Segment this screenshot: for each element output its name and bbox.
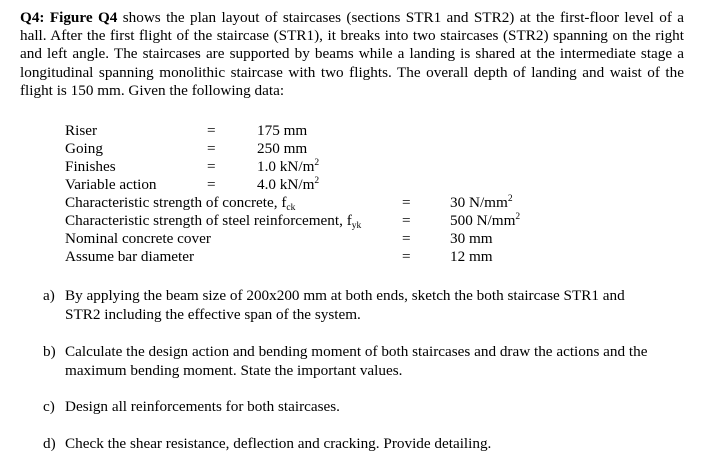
data-row-concrete-cover [65,230,665,248]
part-d [43,435,663,455]
data-row-riser [65,122,665,140]
data-value: 175 mm [257,122,308,139]
part-a [43,287,663,325]
data-label: Nominal concrete cover [65,230,211,247]
equals-sign: = [402,212,411,229]
data-label: Characteristic strength of steel reinforcement, $f_{yk}$ [65,212,362,231]
equals-sign: = [207,122,216,139]
part-letter: b) [43,343,56,360]
equals-sign: = [402,194,411,211]
data-value: 250 mm [257,140,308,157]
data-row-finishes [65,158,665,176]
equals-sign: = [402,230,411,247]
data-label: Riser [65,122,98,139]
data-row-going [65,140,665,158]
part-text: Check the shear resistance, deflection and cracking. Provide detailing. [65,435,492,452]
data-label: Finishes [65,158,116,175]
data-row-variable-action [65,176,665,194]
question-number: Q4: [20,9,45,26]
data-label: Variable action [65,176,157,193]
part-c [43,398,663,418]
data-value: 30 mm [450,230,493,247]
part-letter: a) [43,287,55,304]
equals-sign: = [207,140,216,157]
data-row-bar-diameter [65,248,665,266]
intro-text: shows the plan layout of staircases (sections STR1 and STR2) at the first-floor level of a hall. After the first flight of the staircase (STR1), it breaks into two staircases (STR2) spanning on the right and left angle. The staircases are supported by beams while a landing is shared at the intermediate stage a longitudinal spanning monolithic staircase with two flights. The overall depth of landing and waist of the flight is 150 mm. Given the following data: [20,9,685,99]
data-value: 30 $N/mm^2$ [450,194,513,211]
part-text: By applying the beam size of 200x200 mm at both ends, sketch the both staircase STR1 and STR2 including the effective span of the system. [65,287,625,323]
data-value: 12 mm [450,248,493,265]
part-text: Calculate the design action and bending moment of both staircases and draw the actions and the maximum bending moment. State the important values. [65,343,648,379]
part-letter: d) [43,435,56,452]
data-value: 4.0 $kN/m^2$ [257,176,320,193]
part-letter: c) [43,398,55,415]
data-label: Assume bar diameter [65,248,195,265]
question-intro [20,9,684,100]
data-value: 1.0 $kN/m^2$ [257,158,320,175]
data-label: Characteristic strength of concrete, $f_{ck}$ [65,194,296,213]
part-text: Design all reinforcements for both staircases. [65,398,340,415]
data-row-concrete-strength [65,194,665,212]
part-b [43,343,663,381]
equals-sign: = [207,158,216,175]
figure-reference: Figure Q4 [49,9,118,26]
equals-sign: = [207,176,216,193]
equals-sign: = [402,248,411,265]
data-row-steel-strength [65,212,665,230]
data-value: 500 $N/mm^2$ [450,212,521,229]
data-label: Going [65,140,103,157]
